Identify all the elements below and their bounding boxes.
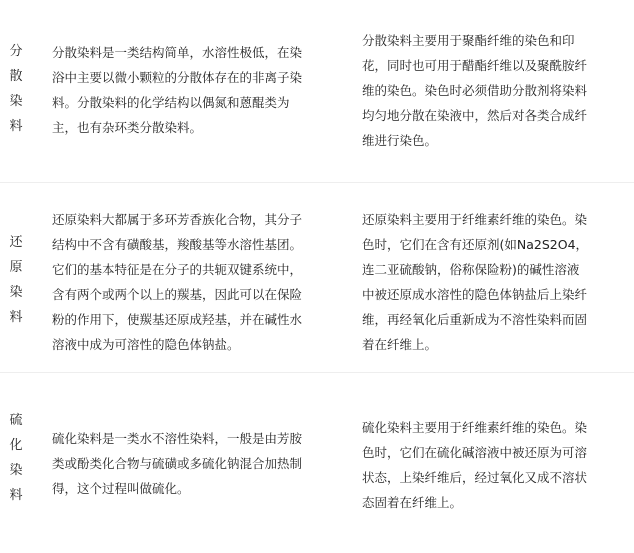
dye-row-vat <box>0 182 634 372</box>
dye-row-disperse <box>0 0 634 182</box>
dye-structure-text: 硫化染料是一类水不溶性染料，一般是由芳胺 类或酚类化合物与硫磺或多硫化钠混合加热制 得，这个过程叫做硫化。 <box>52 431 303 496</box>
dye-row-sulfur <box>0 372 634 553</box>
dye-structure-text: 还原染料大都属于多环芳香族化合物，其分子 结构中不含有磺酸基，羧酸基等水溶性基团。 它们的基本特征是在分子的共轭双键系统中， 含有两个或两个以上的羰基，因此可以在保险 粉的作用下，使羰基还原成羟基，并在碱性水 溶液中成为可溶性的隐色体钠盐。 <box>52 212 303 352</box>
dye-name: 还原染料 <box>9 235 23 325</box>
dye-name: 分散染料 <box>9 44 23 134</box>
dye-name: 硫化染料 <box>9 413 23 503</box>
dye-usage-text: 硫化染料主要用于纤维素纤维的染色。染 色时，它们在硫化碱溶液中被还原为可溶 状态，上染纤维后，经过氧化又成不溶状 态固着在纤维上。 <box>362 420 588 510</box>
dye-usage-text: 分散染料主要用于聚酯纤维的染色和印 花，同时也可用于醋酯纤维以及聚酰胺纤 维的染色。染色时必须借助分散剂将染料 均匀地分散在染液中，然后对各类合成纤 维进行染色。 <box>362 33 588 148</box>
dye-structure-text: 分散染料是一类结构简单，水溶性极低，在染 浴中主要以微小颗粒的分散体存在的非离子染 料。分散染料的化学结构以偶氮和蒽醌类为 主，也有杂环类分散染料。 <box>52 45 303 135</box>
dye-usage-text: 还原染料主要用于纤维素纤维的染色。染 色时，它们在含有还原剂(如Na2S2O4， 连二亚硫酸钠，俗称保险粉)的碱性溶液 中被还原成水溶性的隐色体钠盐后上染纤 维，再经氧化后重新成为不溶性染料而固 着在纤维上。 <box>362 212 589 352</box>
